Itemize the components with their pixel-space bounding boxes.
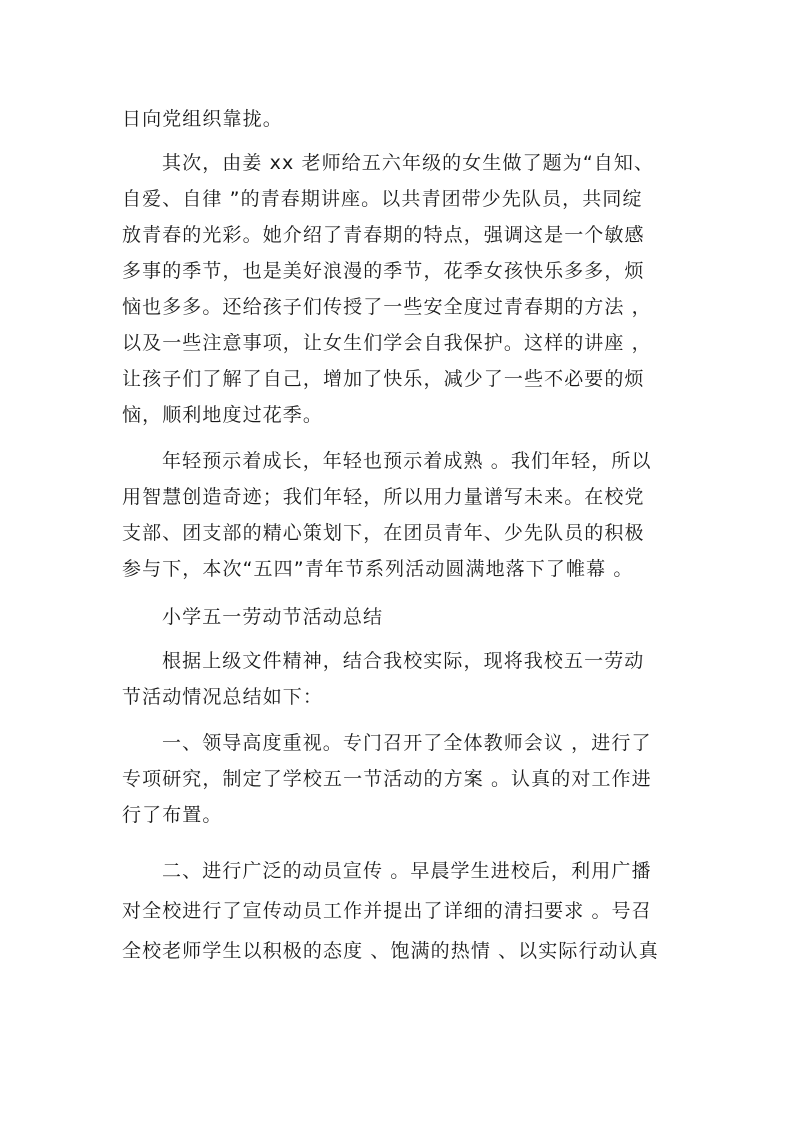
text-line-2: 其次，由姜 xx 老师给五六年级的女生做了题为“自知、 [162,152,655,174]
text-line-22: 全校老师学生以积极的态度 、饱满的热情 、以实际行动认真 [122,940,659,962]
text-line-6: 恼也多多。还给孩子们传授了一些安全度过青春期的方法 ， [122,296,652,318]
text-line-4: 放青春的光彩。她介绍了青春期的特点，强调这是一个敏感 [122,224,645,246]
text-line-3: 自爱、自律 ”的青春期讲座。以共青团带少先队员，共同绽 [122,188,643,210]
text-line-9: 恼，顺利地度过花季。 [122,404,324,426]
text-line-18: 专项研究，制定了学校五一节活动的方案 。认真的对工作进 [122,768,652,790]
text-line-10: 年轻预示着成长，年轻也预示着成熟 。我们年轻，所以 [162,450,652,472]
text-line-15: 根据上级文件精神，结合我校实际，现将我校五一劳动 [162,650,645,672]
text-line-12: 支部、团支部的精心策划下，在团员青年、少先队员的积极 [122,522,645,544]
text-line-11: 用智慧创造奇迹；我们年轻，所以用力量谱写未来。在校党 [122,486,645,508]
text-line-13: 参与下，本次“五四”青年节系列活动圆满地落下了帷幕 。 [122,558,634,580]
text-line-21: 对全校进行了宣传动员工作并提出了详细的清扫要求 。号召 [122,900,652,922]
text-line-8: 让孩子们了解了自己，增加了快乐，减少了一些不必要的烦 [122,368,645,390]
text-line-17: 一、领导高度重视。专门召开了全体教师会议 ，进行了 [162,732,652,754]
text-line-16: 节活动情况总结如下： [122,686,324,708]
text-line-20: 二、进行广泛的动员宣传 。早晨学生进校后，利用广播 [162,860,652,882]
text-line-1: 日向党组织靠拢。 [122,108,283,130]
text-line-19: 行了布置。 [122,804,223,826]
text-line-5: 多事的季节，也是美好浪漫的季节，花季女孩快乐多多，烦 [122,260,645,282]
section-heading: 小学五一劳动节活动总结 [162,606,384,628]
text-line-7: 以及一些注意事项，让女生们学会自我保护。这样的讲座 ， [122,332,652,354]
